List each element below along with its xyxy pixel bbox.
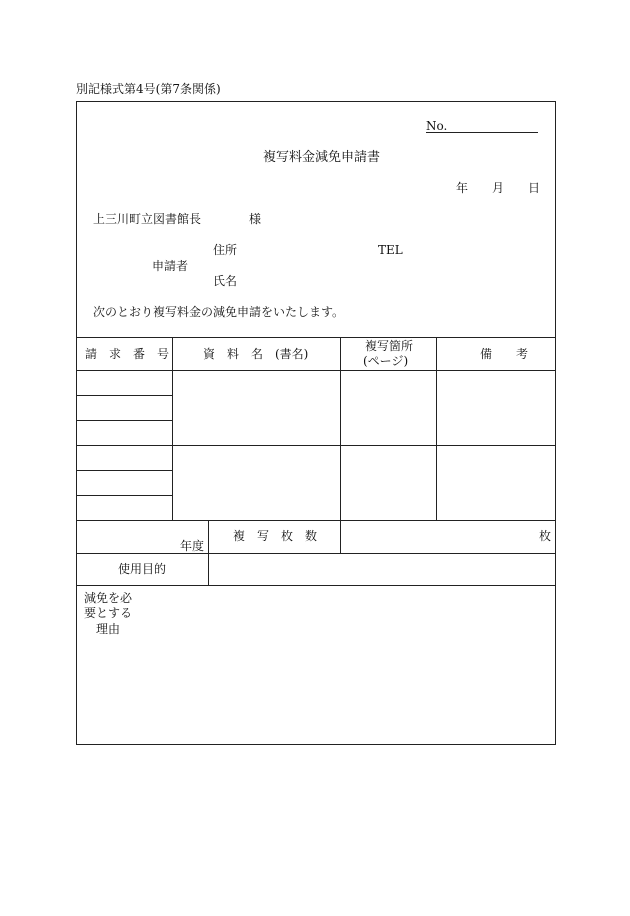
reason-label-line1: 減免を必 bbox=[84, 591, 133, 605]
number-field[interactable] bbox=[426, 132, 538, 133]
purpose-label: 使用目的 bbox=[118, 562, 167, 576]
header-remarks: 備 考 bbox=[480, 347, 529, 361]
request-number-cell[interactable] bbox=[77, 396, 172, 420]
copy-count-field[interactable] bbox=[341, 521, 531, 553]
address-label: 住所 bbox=[213, 243, 238, 257]
purpose-bottom-rule bbox=[76, 585, 556, 586]
reason-field[interactable] bbox=[140, 588, 554, 742]
tel-label: TEL bbox=[378, 243, 403, 257]
header-material-name: 資 料 名 (書名) bbox=[203, 347, 309, 361]
request-number-cell[interactable] bbox=[77, 471, 172, 495]
purpose-field[interactable] bbox=[209, 554, 555, 585]
number-label: No. bbox=[426, 119, 448, 133]
date-month-label: 月 bbox=[492, 181, 505, 195]
sheets-unit-label: 枚 bbox=[539, 529, 552, 543]
request-number-cell[interactable] bbox=[77, 496, 172, 520]
date-year-label: 年 bbox=[456, 181, 469, 195]
copy-section-cell[interactable] bbox=[341, 446, 436, 520]
request-number-cell[interactable] bbox=[77, 421, 172, 445]
fiscal-year-label: 年度 bbox=[180, 539, 205, 553]
applicant-label: 申請者 bbox=[152, 259, 189, 273]
request-number-cell[interactable] bbox=[77, 371, 172, 395]
addressee: 上三川町立図書館長 bbox=[93, 212, 202, 226]
form-title: 複写料金減免申請書 bbox=[263, 150, 381, 165]
remarks-cell[interactable] bbox=[437, 371, 555, 445]
reason-label-line2: 要とする bbox=[84, 606, 133, 620]
honorific: 様 bbox=[249, 212, 262, 226]
date-day-label: 日 bbox=[528, 181, 541, 195]
material-name-cell[interactable] bbox=[173, 371, 340, 445]
header-request-number: 請 求 番 号 bbox=[85, 347, 170, 361]
header-copy-pages: (ページ) bbox=[363, 354, 409, 368]
table-top-rule bbox=[76, 337, 556, 338]
statement-text: 次のとおり複写料金の減免申請をいたします。 bbox=[93, 305, 345, 319]
reason-label-line3: 理由 bbox=[96, 622, 121, 636]
remarks-cell[interactable] bbox=[437, 446, 555, 520]
request-number-cell[interactable] bbox=[77, 446, 172, 470]
copy-count-label: 複 写 枚 数 bbox=[233, 529, 318, 543]
header-copy-section: 複写箇所 bbox=[365, 339, 414, 353]
form-caption: 別記様式第4号(第7条関係) bbox=[76, 82, 221, 96]
name-label: 氏名 bbox=[213, 274, 238, 288]
copy-section-cell[interactable] bbox=[341, 371, 436, 445]
material-name-cell[interactable] bbox=[173, 446, 340, 520]
